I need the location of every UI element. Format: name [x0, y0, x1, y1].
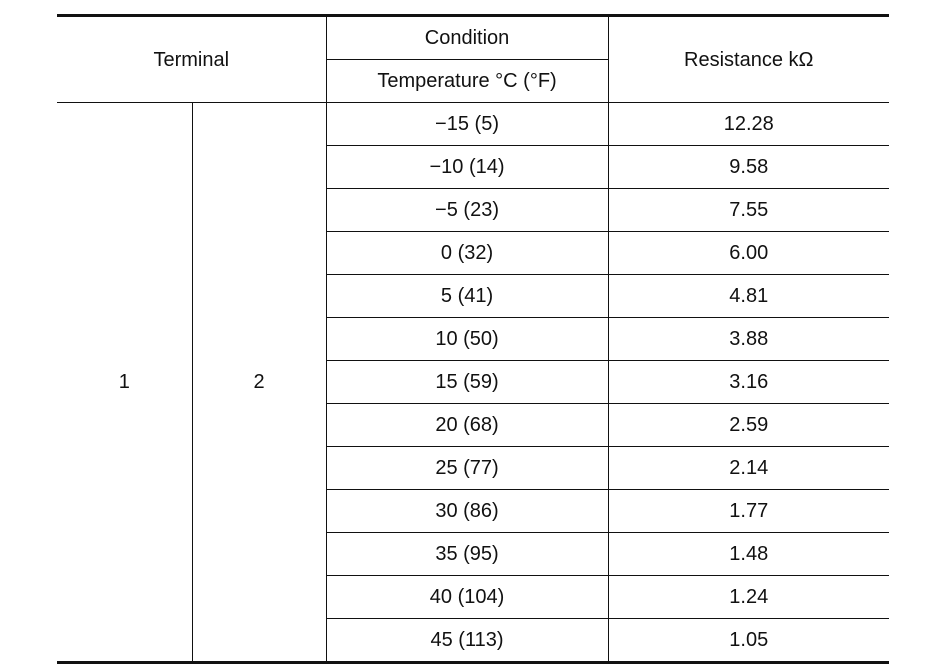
- temperature-cell: 0 (32): [326, 232, 608, 275]
- condition-header: Condition: [326, 16, 608, 60]
- temperature-cell: 15 (59): [326, 361, 608, 404]
- temperature-cell: 40 (104): [326, 576, 608, 619]
- header-row: [57, 16, 889, 60]
- temperature-cell: −15 (5): [326, 103, 608, 146]
- resistance-cell: 1.24: [608, 576, 889, 619]
- resistance-spec-table: [57, 14, 889, 664]
- resistance-cell: 1.05: [608, 619, 889, 663]
- resistance-cell: 2.14: [608, 447, 889, 490]
- resistance-cell: 3.88: [608, 318, 889, 361]
- resistance-cell: 9.58: [608, 146, 889, 189]
- resistance-cell: 6.00: [608, 232, 889, 275]
- resistance-cell: 4.81: [608, 275, 889, 318]
- temperature-cell: 5 (41): [326, 275, 608, 318]
- terminal-1-cell: 1: [57, 103, 192, 663]
- temperature-header: Temperature °C (°F): [326, 60, 608, 103]
- resistance-cell: 1.48: [608, 533, 889, 576]
- terminal-header: Terminal: [57, 16, 326, 103]
- table-row: [57, 103, 889, 146]
- resistance-cell: 3.16: [608, 361, 889, 404]
- temperature-cell: 35 (95): [326, 533, 608, 576]
- resistance-cell: 7.55: [608, 189, 889, 232]
- temperature-cell: −5 (23): [326, 189, 608, 232]
- resistance-cell: 2.59: [608, 404, 889, 447]
- terminal-2-cell: 2: [192, 103, 326, 663]
- resistance-header: Resistance kΩ: [608, 16, 889, 103]
- resistance-cell: 1.77: [608, 490, 889, 533]
- temperature-cell: 10 (50): [326, 318, 608, 361]
- temperature-cell: −10 (14): [326, 146, 608, 189]
- temperature-cell: 45 (113): [326, 619, 608, 663]
- temperature-cell: 20 (68): [326, 404, 608, 447]
- resistance-cell: 12.28: [608, 103, 889, 146]
- temperature-cell: 30 (86): [326, 490, 608, 533]
- temperature-cell: 25 (77): [326, 447, 608, 490]
